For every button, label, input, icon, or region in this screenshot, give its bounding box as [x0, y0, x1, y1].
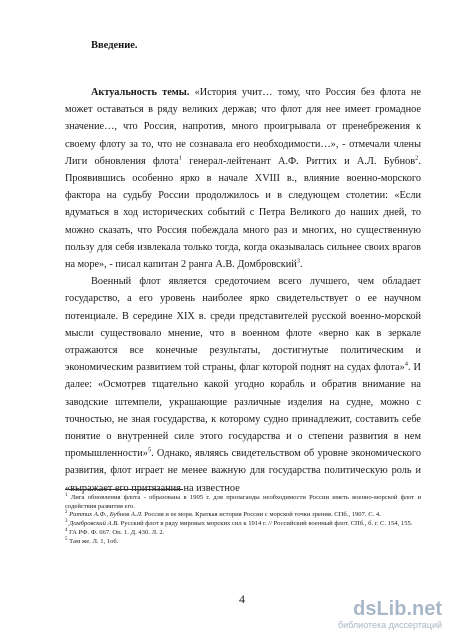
- footnote-divider: [65, 489, 183, 490]
- paragraph-text: . И далее: «Осмотрев тщательно какой угодно корабль и обратив внимание на заводские штемпели, украшающие различные изделия на судне, можно с точностью, не зная государства, к которому судно принадлежит, составить себе понятие о внутренней силе этого государства и о степени развития в нем промышленности»: [65, 362, 421, 460]
- paragraph-relevance: [65, 84, 421, 273]
- footnote-number: 3: [65, 518, 68, 524]
- footnote-item: [65, 494, 421, 511]
- relevance-label: Актуальность темы.: [91, 87, 190, 98]
- footnote-ref: 4: [404, 360, 408, 368]
- footnote-text: ГА РФ. Ф. 667. Оп. 1. Д. 430. Л. 2.: [69, 528, 165, 536]
- footnote-item: [65, 511, 421, 520]
- watermark-logo[interactable]: dsLib.net: [353, 598, 442, 620]
- footnote-text: Там же. Л. 1, 1об.: [69, 537, 119, 545]
- footnote-ref: 3: [296, 257, 301, 265]
- body-text: [65, 84, 421, 497]
- section-heading: Введение.: [91, 40, 138, 51]
- footnote-number: 4: [65, 527, 68, 533]
- footnote-text: Русский флот в ряду мировых морских сил к 1914 г. // Российский военный флот. СПб., б. г. С. 154, 155.: [118, 520, 413, 528]
- paragraph-text: Военный флот является средоточием всего лучшего, чем обладает государство, а его уровень наиболее ярко свидетельствует о ее научном потенциале. В середине XIX в. среди представителей русской военно-морской мысли существовало мнение, что в военном флоте «верно как в зеркале отражаются все конечные результаты, достигнутые политическим и экономическим развитием той страны, флаг которой поднят на судах флота»: [65, 276, 421, 374]
- paragraph-navy: [65, 273, 421, 497]
- paragraph-text: генерал-лейтенант А.Ф. Риттих и А.Л. Бубнов: [182, 155, 416, 167]
- footnote-number: 1: [65, 492, 68, 498]
- footnote-author: Риттих А.Ф., Бубнов А.Л.: [69, 511, 143, 519]
- footnote-ref: 5: [147, 446, 152, 454]
- footnote-ref: 2: [415, 154, 419, 162]
- page-number: 4: [239, 592, 245, 606]
- footnote-number: 2: [65, 510, 68, 516]
- watermark[interactable]: [302, 598, 442, 630]
- footnote-author: Домбровский А.В.: [69, 520, 119, 528]
- footnote-text: Лига обновления флота - образована в 1905 г. для пропаганды необходимости России иметь военно-морской флот и содействия развития его.: [65, 494, 422, 510]
- paragraph-text: . Проявившись особенно ярко в начале XVIII в., влияние военно-морского фактора на судьбу России продолжилось и в следующем столетии: «Если вдуматься в ход исторических событий с Петра Великого до наших дней, то можно сказать, что Россия побеждала много раз и многих, но существенную пользу для себя извлекала только тогда, когда оказывалась сильнее своих врагов на море», - писал капитан 2 ранга А.В. Домбровский: [65, 155, 421, 271]
- watermark-tagline: библиотека диссертаций: [337, 620, 442, 630]
- footnote-item: [65, 520, 421, 529]
- paragraph-text: . Однако, являясь свидетельством об уровне экономического развития, флот играет не менее важную для государства политическую роль и «выражает его притязания на известное: [65, 448, 421, 494]
- footnote-item: [65, 538, 421, 547]
- footnote-text: Россия и ее моря. Краткая история России с морской точки зрения. СПб., 1907. С. 4.: [142, 511, 381, 519]
- footnote-ref: 1: [178, 154, 182, 162]
- footnotes: [65, 494, 421, 546]
- paragraph-text: .: [300, 259, 303, 271]
- footnote-item: [65, 529, 421, 538]
- footnote-number: 5: [65, 536, 68, 542]
- paragraph-text: «История учит… тому, что Россия без флота не может оставаться в ряду великих держав; что флот для нее имеет громадное значение…, что Россия, напротив, много проигрывала от пренебрежения к своему флоту за то, что не сознавала его необходимости…», - отмечали члены Лиги обновления флота: [65, 87, 421, 167]
